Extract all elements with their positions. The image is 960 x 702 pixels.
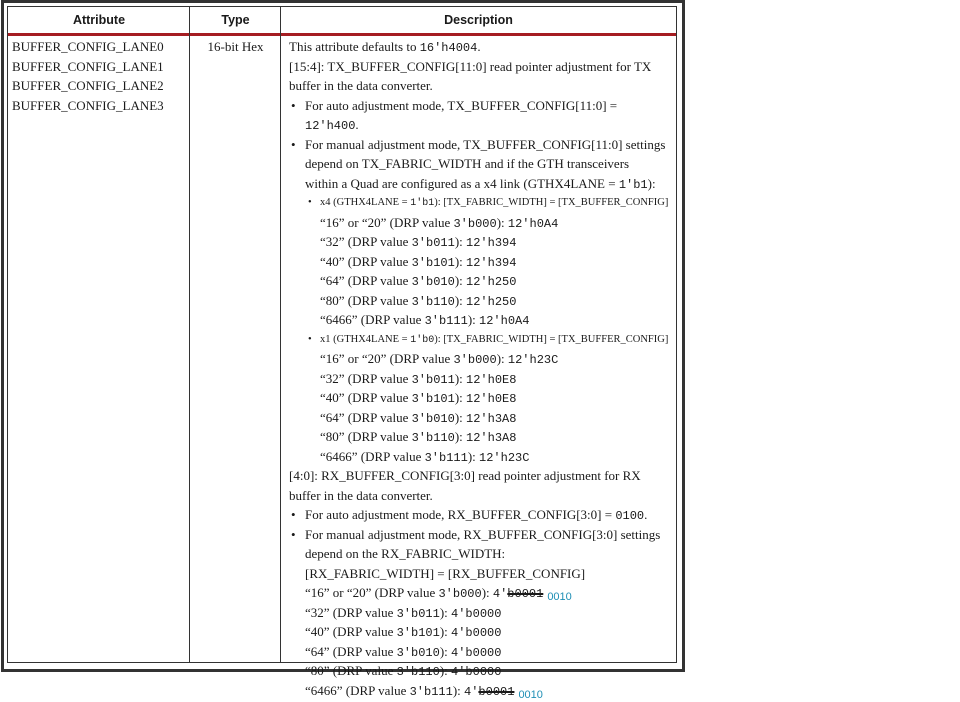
- text: (DRP value: [329, 663, 397, 678]
- fabric-width: “32”: [320, 370, 345, 386]
- rx-auto-bullet: [285, 505, 677, 525]
- text: .: [477, 39, 481, 54]
- x4-row: [285, 271, 677, 291]
- text: ):: [439, 663, 452, 678]
- rx-row: [285, 661, 677, 681]
- text: ):: [452, 682, 465, 698]
- rx-row: [285, 603, 677, 623]
- x1-row: [285, 447, 677, 467]
- x4-row: [285, 310, 677, 330]
- config-value-prefix: 4': [492, 587, 508, 601]
- drp-value: 3'b111: [424, 314, 468, 328]
- correction-annotation: 0010: [547, 591, 572, 603]
- text: ):: [454, 273, 467, 288]
- rx-manual-line: depend on the RX_FABRIC_WIDTH:: [305, 546, 506, 561]
- tx-auto-bullet: [285, 96, 677, 116]
- text: (DRP value: [344, 253, 412, 269]
- bullet-icon: •: [308, 333, 312, 345]
- attribute-name: BUFFER_CONFIG_LANE0: [12, 39, 164, 54]
- rx-row: [285, 642, 677, 662]
- text: For auto adjustment mode, RX_BUFFER_CONFIG[3:0] =: [305, 507, 616, 522]
- text: (DRP value: [329, 604, 397, 620]
- fabric-width: “40”: [320, 390, 345, 405]
- drp-value: 3'b000: [453, 353, 497, 367]
- drp-value: 3'b101: [411, 255, 455, 270]
- text: .: [355, 117, 359, 132]
- bullet-icon: •: [291, 526, 296, 542]
- attribute-table: [7, 6, 677, 701]
- attribute-name: BUFFER_CONFIG_LANE1: [12, 58, 164, 74]
- config-value: 12'h394: [466, 255, 517, 270]
- text: ):: [454, 409, 467, 425]
- attribute-name: BUFFER_CONFIG_LANE3: [12, 97, 164, 113]
- rx-row: [285, 622, 677, 642]
- fabric-width: “40”: [305, 624, 330, 639]
- table-header-row: [8, 7, 676, 34]
- text: (DRP value: [357, 448, 425, 464]
- drp-value: 3'b000: [438, 587, 482, 601]
- text: within a Quad are configured as a x4 link (GTHX4LANE =: [305, 175, 619, 191]
- drp-value: 3'b010: [396, 645, 440, 660]
- header-rule: [8, 33, 676, 36]
- text: (DRP value: [386, 351, 454, 366]
- config-value: 12'h23C: [479, 450, 530, 465]
- text: ):: [439, 604, 452, 620]
- x4-row: [285, 291, 677, 311]
- header-description: Description: [444, 13, 513, 27]
- drp-value: 3'b000: [453, 216, 497, 231]
- tx-auto-value-line: [285, 115, 677, 135]
- text: ):: [481, 585, 493, 600]
- drp-value: 3'b011: [411, 372, 455, 387]
- gthx4lane-value: 1'b0: [410, 334, 435, 346]
- bullet-icon: •: [291, 507, 296, 522]
- x1-row: [285, 349, 677, 369]
- text: (DRP value: [329, 624, 397, 639]
- config-value: 4'b0000: [451, 626, 502, 640]
- tx-intro-line: buffer in the data converter.: [289, 78, 433, 93]
- rx-row: [285, 583, 677, 603]
- text: (DRP value: [371, 585, 439, 600]
- config-value: 12'h3A8: [466, 431, 517, 445]
- fabric-width: “16” or “20”: [305, 585, 372, 600]
- text: ):: [454, 234, 467, 249]
- drp-value: 3'b010: [411, 411, 455, 426]
- default-line: [285, 37, 677, 57]
- tx-intro-line: [15:4]: TX_BUFFER_CONFIG[11:0] read pointer adjustment for TX: [289, 58, 652, 74]
- fabric-width: “80”: [320, 292, 345, 308]
- tx-manual-line: [285, 174, 677, 194]
- attribute-name: BUFFER_CONFIG_LANE2: [12, 78, 164, 93]
- x4-row: [285, 213, 677, 233]
- config-value: 4'b0000: [451, 606, 502, 621]
- bullet-icon: •: [291, 136, 296, 152]
- fabric-width: “6466”: [320, 448, 358, 464]
- text: ):: [439, 624, 452, 639]
- config-value: 4'b0000: [451, 645, 502, 660]
- header-type: Type: [221, 13, 250, 27]
- config-value: 12'h23C: [507, 353, 559, 367]
- text: ):: [647, 175, 656, 191]
- text: ):: [496, 351, 508, 366]
- x1-row: [285, 369, 677, 389]
- text: ):: [439, 643, 452, 659]
- text: (DRP value: [344, 234, 412, 249]
- correction-annotation: 0010: [518, 688, 543, 701]
- fabric-width: “80”: [305, 663, 330, 678]
- fabric-width: “6466”: [305, 682, 343, 698]
- fabric-width: “16” or “20”: [320, 214, 387, 230]
- text: ):: [467, 312, 480, 327]
- x4-row: [285, 252, 677, 272]
- tx-manual-line: depend on TX_FABRIC_WIDTH and if the GTH transceivers: [305, 156, 630, 171]
- fabric-width: “64”: [320, 409, 345, 425]
- config-value: 12'h394: [466, 236, 517, 250]
- text: (DRP value: [344, 292, 412, 308]
- config-value: 12'h0E8: [466, 372, 517, 387]
- text: x1 (GTHX4LANE =: [320, 333, 411, 345]
- rx-manual-bullet: [285, 525, 677, 545]
- text: This attribute defaults to: [289, 39, 420, 54]
- drp-value: 3'b101: [396, 626, 440, 640]
- x1-row: [285, 388, 677, 408]
- text: (DRP value: [386, 214, 454, 230]
- text: ):: [454, 370, 467, 386]
- x4-sub-bullet: [285, 193, 677, 213]
- rx-manual-line: [RX_FABRIC_WIDTH] = [RX_BUFFER_CONFIG]: [305, 565, 586, 581]
- drp-value: 3'b110: [411, 294, 455, 309]
- default-value: 16'h4004: [419, 41, 478, 55]
- rx-intro-line: [4:0]: RX_BUFFER_CONFIG[3:0] read pointer adjustment for RX: [289, 468, 641, 483]
- config-value: 12'h250: [466, 294, 517, 309]
- config-value: 4'b0000: [451, 665, 502, 679]
- struck-config-value: b0001: [478, 684, 515, 699]
- fabric-width: “40”: [320, 253, 345, 269]
- config-value: 12'h0A4: [479, 314, 530, 328]
- type-cell: 16-bit Hex: [207, 39, 264, 54]
- fabric-width: “32”: [320, 234, 345, 249]
- text: For auto adjustment mode, TX_BUFFER_CONFIG[11:0] =: [305, 97, 618, 113]
- text: For manual adjustment mode, RX_BUFFER_CONFIG[3:0] settings: [305, 526, 661, 542]
- x1-row: [285, 427, 677, 447]
- drp-value: 3'b110: [396, 665, 440, 679]
- text: ):: [496, 214, 508, 230]
- table-outer-frame: [1, 0, 685, 701]
- text: .: [644, 507, 648, 522]
- text: (DRP value: [344, 370, 412, 386]
- text: (DRP value: [344, 390, 412, 405]
- drp-value: 3'b111: [424, 450, 468, 465]
- fabric-width: “64”: [305, 643, 330, 659]
- gthx4lane-value: 1'b1: [410, 198, 435, 209]
- fabric-width: “32”: [305, 604, 330, 620]
- text: (DRP value: [342, 682, 410, 698]
- fabric-width: “6466”: [320, 312, 358, 327]
- text: ): [TX_FABRIC_WIDTH] = [TX_BUFFER_CONFIG]: [434, 333, 669, 345]
- text: (DRP value: [344, 409, 412, 425]
- bullet-icon: •: [291, 97, 296, 113]
- text: (DRP value: [344, 273, 412, 288]
- drp-value: 3'b111: [409, 684, 453, 699]
- config-value: 12'h0A4: [507, 216, 559, 231]
- attribute-cell: [12, 37, 164, 115]
- text: ):: [454, 429, 467, 444]
- fabric-width: “64”: [320, 273, 345, 288]
- header-attribute: Attribute: [72, 13, 126, 27]
- text: ):: [454, 390, 467, 405]
- drp-value: 3'b101: [411, 392, 455, 406]
- x1-sub-bullet: [285, 330, 677, 350]
- fabric-width: “80”: [320, 429, 345, 444]
- bullet-icon: •: [308, 197, 312, 208]
- text: (DRP value: [344, 429, 412, 444]
- text: (DRP value: [357, 312, 425, 327]
- column-divider: [280, 7, 281, 662]
- text: ):: [454, 292, 467, 308]
- rx-auto-value: 0100: [615, 509, 645, 523]
- x1-row: [285, 408, 677, 428]
- struck-config-value: b0001: [507, 587, 544, 601]
- drp-value: 3'b011: [396, 606, 440, 621]
- tx-manual-bullet: [285, 135, 677, 155]
- description-cell: [285, 37, 677, 700]
- x4-row: [285, 232, 677, 252]
- fabric-width: “16” or “20”: [320, 351, 387, 366]
- text: For manual adjustment mode, TX_BUFFER_CONFIG[11:0] settings: [305, 136, 666, 152]
- text: (DRP value: [329, 643, 397, 659]
- rx-row: [285, 681, 677, 701]
- column-divider: [189, 7, 190, 662]
- text: ):: [467, 448, 480, 464]
- text: x4 (GTHX4LANE =: [320, 197, 411, 208]
- drp-value: 3'b011: [411, 236, 455, 250]
- config-value: 12'h250: [466, 275, 517, 289]
- config-value: 12'h0E8: [466, 392, 517, 406]
- config-value-prefix: 4': [464, 684, 479, 699]
- rx-intro-line: buffer in the data converter.: [289, 487, 433, 503]
- text: ):: [454, 253, 467, 269]
- drp-value: 3'b110: [411, 431, 455, 445]
- config-value: 12'h3A8: [466, 411, 517, 426]
- drp-value: 3'b010: [411, 275, 455, 289]
- text: ): [TX_FABRIC_WIDTH] = [TX_BUFFER_CONFIG]: [434, 197, 669, 208]
- gthx4lane-value: 1'b1: [618, 177, 648, 192]
- tx-auto-value: 12'h400: [305, 119, 356, 133]
